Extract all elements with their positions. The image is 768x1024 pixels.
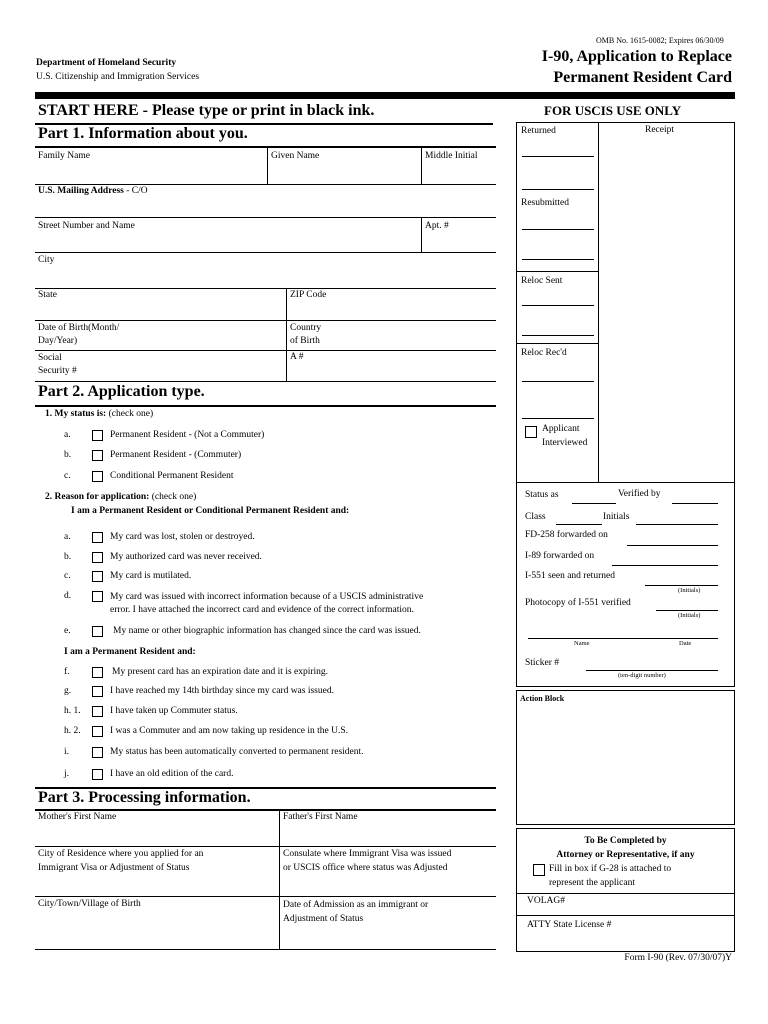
mailing-address-label: U.S. Mailing Address - C/O [38, 186, 148, 196]
divider [522, 259, 594, 260]
option-letter: f. [64, 667, 70, 677]
status-question: 1. My status is: (check one) [45, 409, 154, 419]
divider [656, 610, 718, 611]
initials-small-label: (Initials) [678, 587, 701, 594]
a-number-label: A # [290, 352, 304, 362]
divider [35, 405, 496, 407]
form-title-line1: I-90, Application to Replace [541, 48, 732, 65]
g28-label: Fill in box if G-28 is attached to represent the applicant [549, 864, 672, 888]
status-c-label: Conditional Permanent Resident [110, 471, 234, 481]
applicant-interviewed-label: Applicant Interviewed [542, 424, 588, 448]
receipt-label: Receipt [645, 125, 675, 135]
divider [522, 418, 594, 419]
father-first-name-label: Father's First Name [283, 812, 358, 822]
divider [522, 335, 594, 336]
apt-label: Apt. # [425, 221, 449, 231]
photocopy-label: Photocopy of I-551 verified [525, 598, 631, 608]
zip-field[interactable] [291, 303, 491, 319]
initials-label: Initials [603, 512, 630, 522]
family-name-field[interactable] [40, 164, 262, 182]
reason-b-label: My authorized card was never received. [110, 552, 262, 562]
department-name: Department of Homeland Security [36, 58, 177, 68]
city-of-birth-field[interactable] [40, 914, 274, 946]
attorney-heading-1: To Be Completed by [584, 836, 667, 846]
divider [572, 503, 616, 504]
a-number-field[interactable] [310, 354, 490, 378]
option-letter: b. [64, 450, 72, 460]
divider [35, 350, 496, 351]
action-block-box [516, 690, 735, 825]
fd258-label: FD-258 forwarded on [525, 530, 608, 540]
divider [522, 229, 594, 230]
divider [35, 949, 496, 950]
reason-f-label: My present card has an expiration date and it is expiring. [112, 667, 329, 677]
city-of-residence-label: City of Residence where you applied for an Immigrant Visa or Adjustment of Status [38, 849, 204, 873]
divider [421, 147, 422, 184]
reason-c-checkbox[interactable] [92, 571, 103, 582]
i551-label: I-551 seen and returned [525, 571, 615, 581]
country-of-birth-field[interactable] [340, 322, 490, 348]
divider [279, 810, 280, 949]
consulate-field[interactable] [284, 876, 492, 894]
verified-by-label: Verified by [618, 489, 661, 499]
option-letter: j. [64, 769, 70, 779]
mother-first-name-label: Mother's First Name [38, 812, 117, 822]
option-letter: i. [64, 747, 70, 757]
class-label: Class [525, 512, 546, 522]
divider [35, 217, 496, 218]
divider [516, 915, 735, 916]
country-of-birth-label: Country of Birth [290, 323, 322, 346]
state-field[interactable] [40, 303, 280, 319]
reason-d-label: My card was issued with incorrect information because of a USCIS administrative error. I have attached the incorrect card and evidence of the correct information. [110, 592, 424, 615]
reason-b-checkbox[interactable] [92, 552, 103, 563]
street-field[interactable] [40, 234, 416, 250]
divider [522, 156, 594, 157]
divider [35, 809, 496, 811]
i89-label: I-89 forwarded on [525, 551, 595, 561]
ten-digit-label: (ten-digit number) [618, 672, 666, 679]
divider [598, 122, 599, 483]
reason-e-checkbox[interactable] [92, 626, 103, 637]
option-letter: d. [64, 591, 72, 601]
form-title-line2: Permanent Resident Card [553, 69, 732, 86]
divider [627, 545, 718, 546]
action-block-label: Action Block [520, 694, 565, 703]
divider [516, 271, 598, 272]
reason-h2-label: I was a Commuter and am now taking up residence in the U.S. [110, 726, 348, 736]
g28-checkbox[interactable] [533, 864, 545, 876]
divider [35, 146, 496, 148]
option-letter: h. 1. [64, 706, 81, 716]
middle-initial-label: Middle Initial [425, 151, 478, 161]
option-letter: e. [64, 626, 71, 636]
reason-question: 2. Reason for application: (check one) [45, 492, 197, 502]
option-letter: c. [64, 571, 71, 581]
option-letter: b. [64, 552, 72, 562]
divider [516, 893, 735, 894]
reason-h1-label: I have taken up Commuter status. [110, 706, 238, 716]
date-small-label: Date [679, 640, 692, 647]
reason-subheading-1: I am a Permanent Resident or Conditional Permanent Resident and: [71, 506, 350, 516]
divider [35, 896, 496, 897]
divider [286, 288, 287, 381]
date-of-admission-field[interactable] [284, 928, 492, 946]
start-here-instruction: START HERE - Please type or print in black ink. [38, 102, 375, 119]
given-name-field[interactable] [272, 164, 417, 182]
consulate-label: Consulate where Immigrant Visa was issued or USCIS office where status was Adjusted [283, 849, 452, 873]
divider [35, 184, 496, 185]
status-b-checkbox[interactable] [92, 450, 103, 461]
reason-c-label: My card is mutilated. [110, 571, 192, 581]
form-revision: Form I-90 (Rev. 07/30/07)Y [624, 953, 732, 963]
atty-license-field[interactable] [636, 920, 730, 936]
divider [516, 343, 598, 344]
resubmitted-label: Resubmitted [521, 198, 570, 208]
ssn-field[interactable] [100, 354, 280, 378]
dob-label: Date of Birth(Month/ Day/Year) [38, 323, 120, 346]
reason-d-checkbox[interactable] [92, 591, 103, 602]
reason-h2-checkbox[interactable] [92, 726, 103, 737]
part1-title: Part 1. Information about you. [38, 125, 248, 142]
atty-license-label: ATTY State License # [527, 920, 612, 930]
divider [645, 585, 718, 586]
header-rule [35, 92, 735, 99]
city-of-residence-field[interactable] [40, 876, 274, 894]
divider [522, 305, 594, 306]
name-small-label: Name [574, 640, 590, 647]
dob-field[interactable] [150, 322, 280, 348]
option-letter: h. 2. [64, 726, 81, 736]
part2-title: Part 2. Application type. [38, 383, 205, 400]
city-of-birth-label: City/Town/Village of Birth [38, 899, 141, 909]
state-label: State [38, 290, 57, 300]
option-letter: c. [64, 471, 71, 481]
given-name-label: Given Name [271, 151, 320, 161]
reason-f-checkbox[interactable] [92, 667, 103, 678]
reason-e-label: My name or other biographic information has changed since the card was issued. [113, 626, 421, 636]
volag-field[interactable] [570, 896, 730, 912]
agency-name: U.S. Citizenship and Immigration Services [36, 72, 200, 82]
reason-subheading-2: I am a Permanent Resident and: [64, 647, 196, 657]
divider [35, 846, 496, 847]
part3-title: Part 3. Processing information. [38, 789, 251, 806]
mother-first-name-field[interactable] [40, 825, 274, 843]
reason-a-label: My card was lost, stolen or destroyed. [110, 532, 255, 542]
initials-small-label-2: (Initials) [678, 612, 701, 619]
date-of-admission-label: Date of Admission as an immigrant or Adjustment of Status [283, 900, 429, 924]
reason-j-checkbox[interactable] [92, 769, 103, 780]
status-b-label: Permanent Resident - (Commuter) [110, 450, 242, 460]
divider [35, 288, 496, 289]
divider [421, 218, 422, 252]
mailing-address-field[interactable] [40, 199, 492, 215]
reloc-recd-label: Reloc Rec'd [521, 348, 567, 358]
returned-label: Returned [521, 126, 556, 136]
reason-i-checkbox[interactable] [92, 747, 103, 758]
sticker-label: Sticker # [525, 658, 560, 668]
divider [267, 147, 268, 184]
attorney-heading-2: Attorney or Representative, if any [556, 850, 695, 860]
divider [556, 524, 602, 525]
volag-label: VOLAG# [527, 896, 565, 906]
omb-number: OMB No. 1615-0082; Expires 06/30/09 [596, 36, 724, 45]
reason-g-checkbox[interactable] [92, 686, 103, 697]
reason-a-checkbox[interactable] [92, 532, 103, 543]
reason-i-label: My status has been automatically converted to permanent resident. [110, 747, 364, 757]
city-label: City [38, 255, 55, 265]
applicant-interviewed-checkbox[interactable] [525, 426, 537, 438]
divider [612, 565, 718, 566]
apt-field[interactable] [426, 234, 492, 250]
divider [35, 320, 496, 321]
divider [528, 638, 718, 639]
option-letter: a. [64, 430, 71, 440]
option-letter: g. [64, 686, 72, 696]
zip-label: ZIP Code [290, 290, 327, 300]
father-first-name-field[interactable] [284, 825, 492, 843]
street-label: Street Number and Name [38, 221, 135, 231]
reason-j-label: I have an old edition of the card. [110, 769, 234, 779]
divider [636, 524, 718, 525]
divider [522, 381, 594, 382]
status-a-checkbox[interactable] [92, 430, 103, 441]
divider [35, 381, 496, 382]
uscis-use-only-title: FOR USCIS USE ONLY [544, 103, 682, 118]
city-field[interactable] [40, 268, 492, 286]
reloc-sent-label: Reloc Sent [521, 276, 563, 286]
family-name-label: Family Name [38, 151, 90, 161]
ssn-label: Social Security # [38, 353, 77, 376]
divider [586, 670, 718, 671]
reason-g-label: I have reached my 14th birthday since my card was issued. [110, 686, 334, 696]
option-letter: a. [64, 532, 71, 542]
status-a-label: Permanent Resident - (Not a Commuter) [110, 430, 265, 440]
divider [522, 189, 594, 190]
status-c-checkbox[interactable] [92, 471, 103, 482]
divider [672, 503, 718, 504]
divider [35, 252, 496, 253]
reason-h1-checkbox[interactable] [92, 706, 103, 717]
middle-initial-field[interactable] [426, 164, 492, 182]
status-as-label: Status as [525, 490, 559, 500]
